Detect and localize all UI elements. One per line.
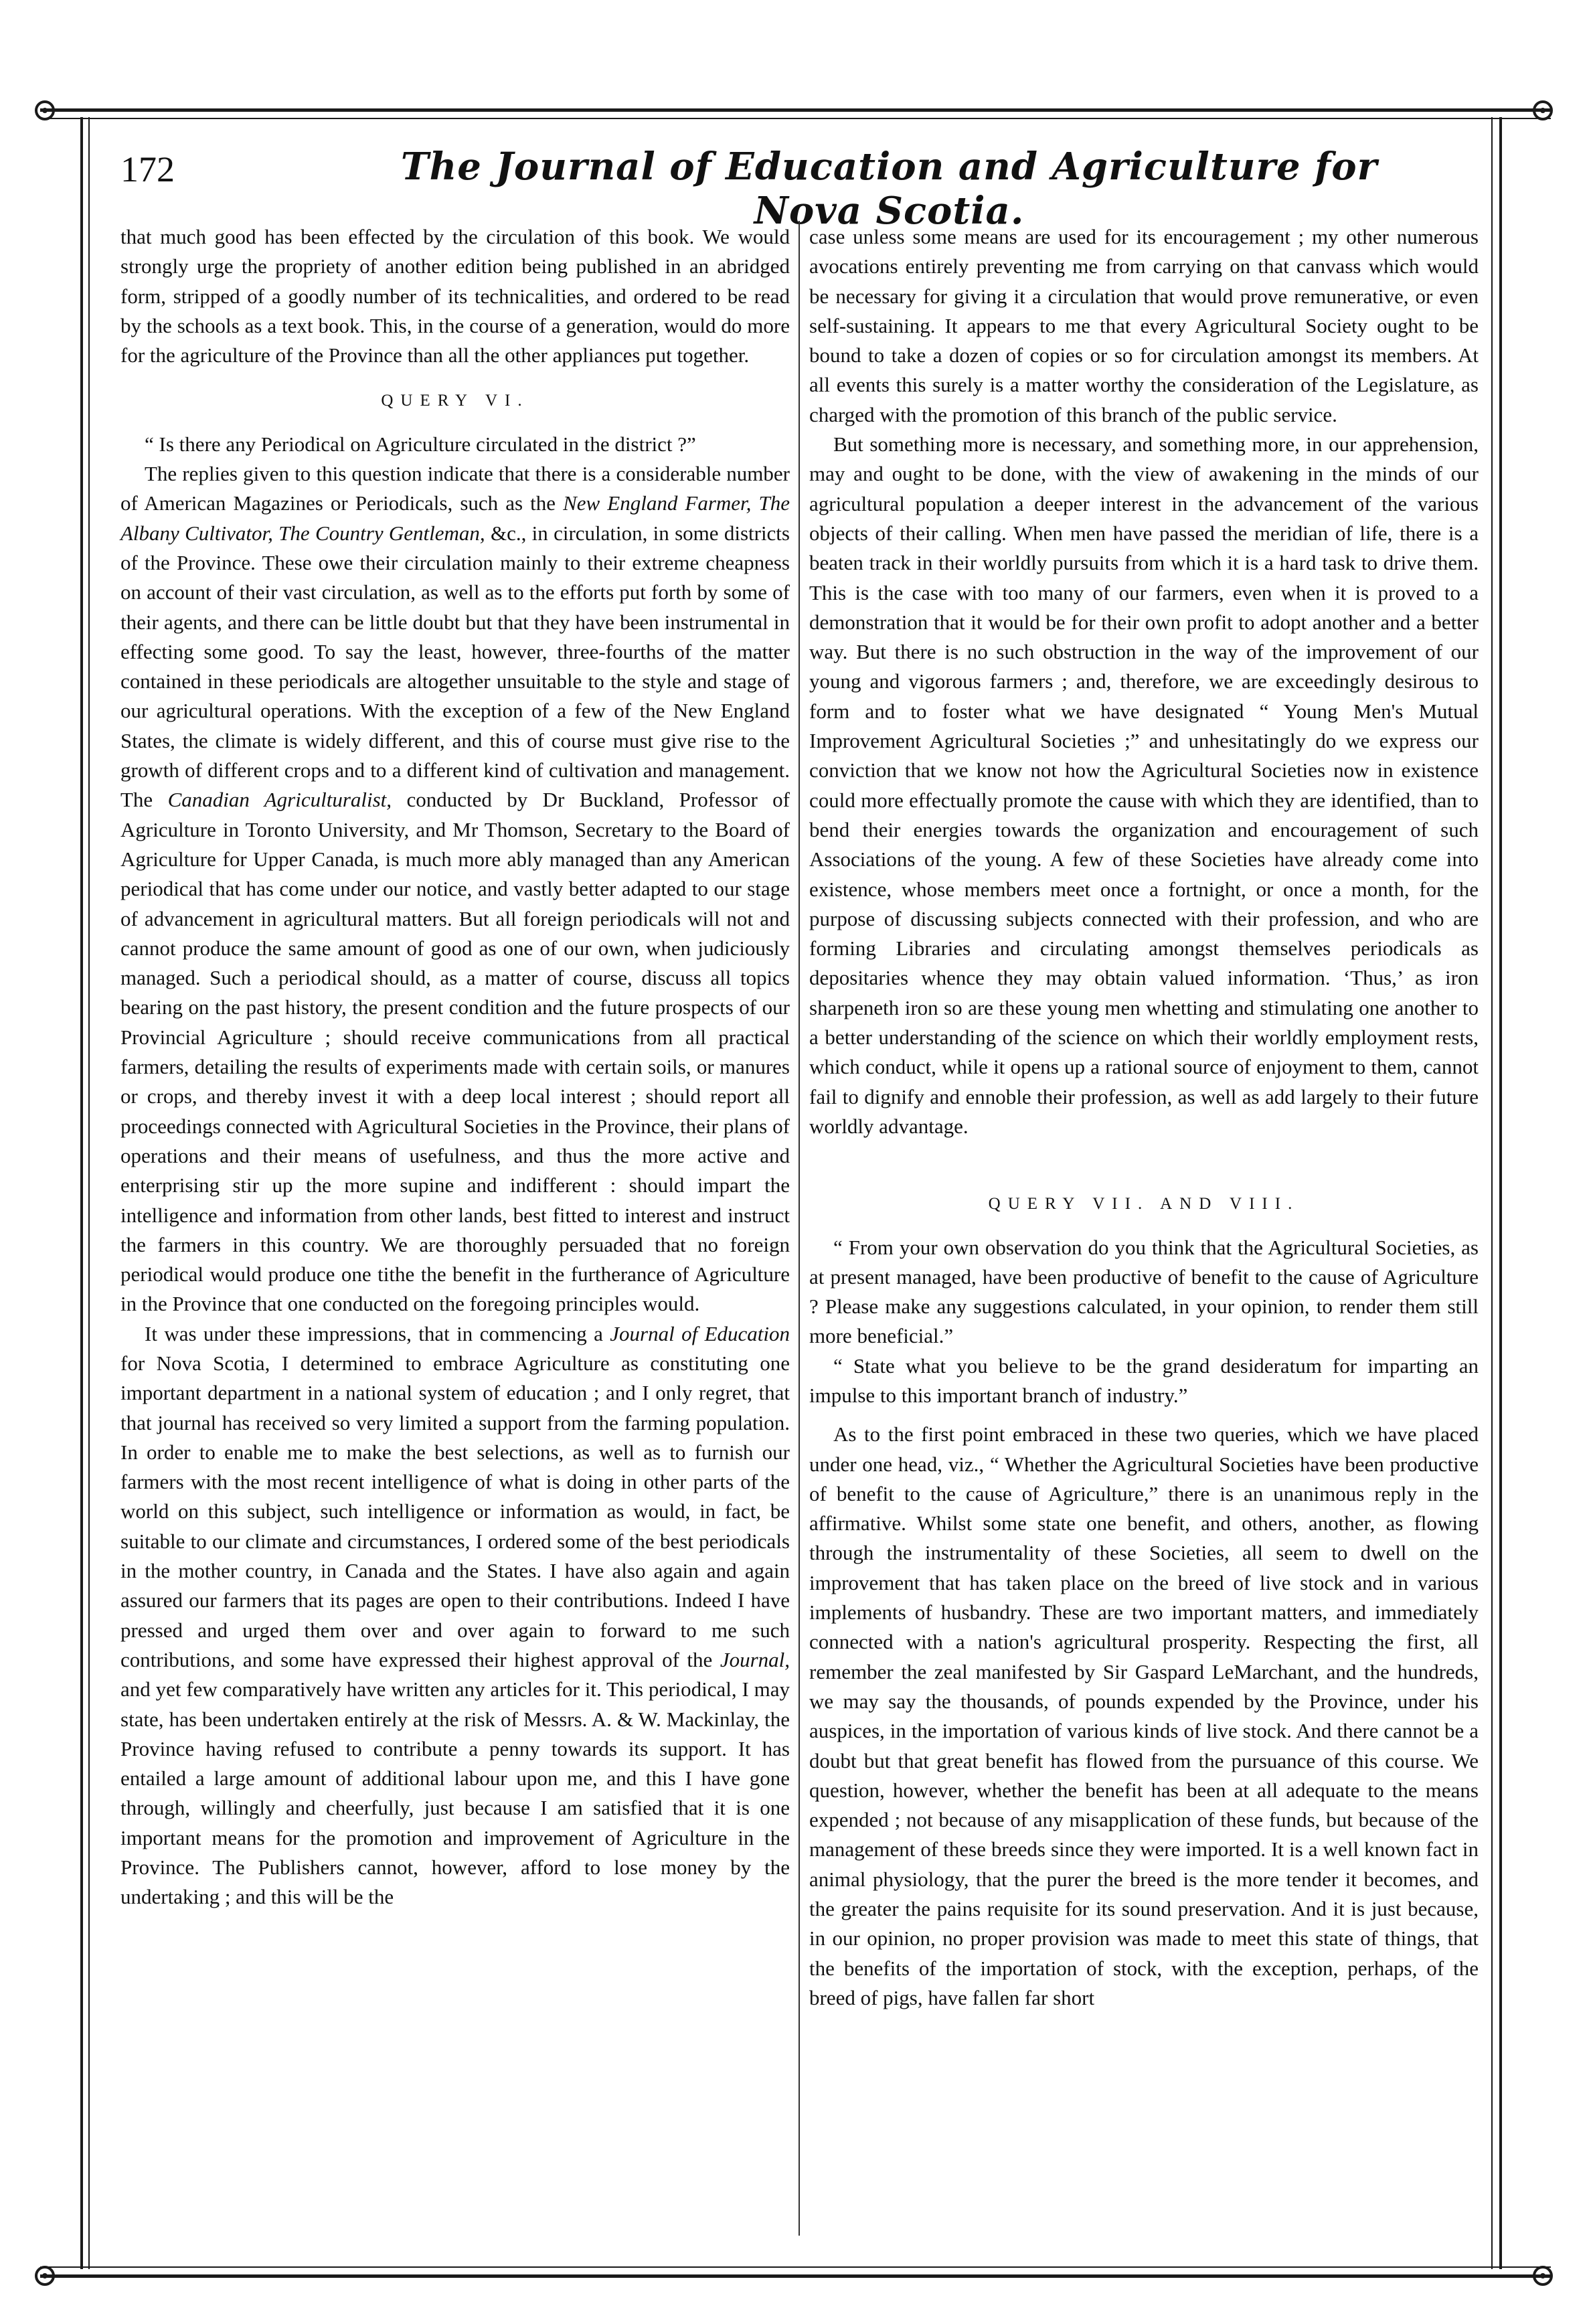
- column-divider: [799, 221, 800, 2236]
- left-rule-inner: [88, 117, 90, 2269]
- paragraph: As to the first point embraced in these two queries, which we have placed under one head, viz., “ Whether the Agricultural Societies have been productive of benefit to the cause of Agriculture,” there is an unanimous reply in the affirmative. Whilst some state one benefit, and others, another, as flowing through the instrumentality of these Societies, all seem to dwell on the improvement that has taken place on the breed of live stock and in various implements of husbandry. These are two important matters, and immediately connected with a nation's agricultural prosperity. Respecting the first, all remember the zeal manifested by Sir Gaspard LeMarchant, and the hundreds, we may say the thousands, of pounds expended by the Province, under his auspices, in the importation of various kinds of live stock. And there cannot be a doubt but that great benefit has flowed from the pursuance of this course. We question, however, whether the benefit has been at all adequate to the means expended ; not because of any misapplication of these funds, but because of the management of these breeds since they were imported. It is a well known fact in animal physiology, that the purer the breed is the more tender it becomes, and the greater the pains requisite for its sound preservation. And it is just because, in our opinion, no proper provision was made to meet this state of things, that the benefits of the importation of stock, with the exception, perhaps, of the breed of pigs, have fallen far short: [809, 1422, 1479, 2009]
- paragraph: that much good has been effected by the circulation of this book. We would strongly urge the propriety of another edition being published in an abridged form, stripped of a goodly number of its technicalities, and ordered to be read by the schools as a text book. This, in the course of a generation, would do more for the agriculture of the Province than all the other appliances put together.: [120, 225, 790, 367]
- corner-ornament-bottom-right: [1533, 2266, 1553, 2286]
- query-text: “ From your own observation do you think that the Agricultural Societies, as at present managed, have been productive of benefit to the cause of Agriculture ? Please make any suggestions calculated, in your opinion, to render them still more beneficial.”: [809, 1235, 1479, 1348]
- corner-ornament-top-left: [35, 100, 55, 120]
- left-column: [120, 222, 790, 2237]
- journal-title: Journal of Education: [610, 1321, 790, 1345]
- bottom-rule: [40, 2274, 1551, 2278]
- right-rule: [1499, 117, 1502, 2269]
- periodical-titles: New England Farmer, The Albany Cultivator, The Country Gentleman,: [120, 491, 790, 545]
- bottom-rule-inner: [40, 2266, 1551, 2268]
- query-text: “ State what you believe to be the grand desideratum for imparting an impulse to this important branch of industry.”: [809, 1353, 1479, 1407]
- right-rule-inner: [1491, 117, 1493, 2269]
- section-heading: QUERY VI.: [381, 392, 529, 410]
- spacer: [809, 1141, 1479, 1173]
- corner-ornament-bottom-left: [35, 2266, 55, 2286]
- paragraph: It was under these impressions, that in commencing a Journal of Education for Nova Scotia, I determined to embrace Agriculture as constituting one important department in a national system of education ; and I only regret, that that journal has received so very limited a support from the farming population. In order to enable me to make the best selections, as well as to furnish our farmers with the most recent intelligence of what is doing in other parts of the world on this subject, such intelligence or information as would, in fact, be suitable to our climate and circumstances, I ordered some of the best periodicals in the mother country, in Canada and the States. I have also again and again assured our farmers that its pages are open to their contributions. Indeed I have pressed and urged them over and over again to forward to me such contributions, and some have expressed their highest approval of the Journal, and yet few comparatively have written any articles for it. This periodical, I may state, has been undertaken entirely at the risk of Messrs. A. & W. Mackinlay, the Province having refused to contribute a penny towards its support. It has entailed a large amount of additional labour upon me, and this I have gone through, willingly and cheerfully, just because I am satisfied that it is one important means for the promotion and improvement of Agriculture in the Province. The Publishers cannot, however, afford to lose money by the undertaking ; and this will be the: [120, 1321, 790, 1909]
- top-rule: [40, 108, 1551, 112]
- left-rule: [80, 117, 83, 2269]
- running-title: The Journal of Education and Agriculture for Nova Scotia.: [400, 145, 1378, 233]
- corner-ornament-top-right: [1533, 100, 1553, 120]
- page-number: 172: [120, 149, 175, 189]
- section-heading: QUERY VII. AND VIII.: [988, 1195, 1300, 1214]
- paragraph: The replies given to this question indicate that there is a considerable number of American Magazines or Periodicals, such as the New England Farmer, The Albany Cultivator, The Country Gentleman, &c., in circulation, in some districts of the Province. These owe their circulation mainly to their extreme cheapness on account of their vast circulation, as well as to the efforts put forth by some of their agents, and there can be little doubt but that they have been instrumental in effecting some good. To say the least, however, three-fourths of the matter contained in these periodicals are altogether unsuitable to the style and stage of our agricultural operations. With the exception of a few of the New England States, the climate is widely different, and this of course must give rise to the growth of different crops and to a different kind of cultivation and management. The Canadian Agriculturalist, conducted by Dr Buckland, Professor of Agriculture in Toronto University, and Mr Thomson, Secretary to the Board of Agriculture for Upper Canada, is much more ably managed than any American periodical that has come under our notice, and vastly better adapted to our stage of advancement in agricultural matters. But all foreign periodicals will not and cannot produce the same amount of good as one of our own, when judiciously managed. Such a periodical should, as a matter of course, discuss all topics bearing on the past history, the present condition and the future prospects of our Provincial Agriculture ; should receive communications from all practical farmers, detailing the results of experiments made with certain soils, or manures or crops, and thereby invest it with a deep local interest ; should report all proceedings connected with Agricultural Societies in the Province, their plans of operations and their means of usefulness, and thus the more active and enterprising stir up the more supine and indifferent : should impart the intelligence and information from other lands, best fitted to interest and instruct the farmers in this country. We are thoroughly persuaded that no foreign periodical would produce one tithe the benefit in the furtherance of Agriculture in the Province that one conducted on the foregoing principles would.: [120, 462, 790, 1316]
- paragraph: case unless some means are used for its encouragement ; my other numerous avocations entirely preventing me from carrying on that canvass which would be necessary for giving it a circulation that would prove remunerative, or even self-sustaining. It appears to me that every Agricultural Society ought to be bound to take a dozen of copies or so for circulation amongst its members. At all events this surely is a matter worthy the consideration of the Legislature, as charged with the promotion of this branch of the public service.: [809, 225, 1479, 426]
- query-text: “ Is there any Periodical on Agriculture circulated in the district ?”: [145, 432, 696, 456]
- right-column: [809, 222, 1479, 2237]
- top-rule-inner: [40, 118, 1551, 119]
- periodical-title: Canadian Agriculturalist,: [167, 788, 392, 812]
- journal-title: Journal,: [720, 1647, 790, 1671]
- paragraph: But something more is necessary, and something more, in our apprehension, may and ought to be done, with the view of awakening in the minds of our agricultural population a deeper interest in the advancement of the various objects of their calling. When men have passed the meridian of life, there is a beaten track in their worldly pursuits from which it is a hard task to drive them. This is the case with too many of our farmers, even when it is proved to a demonstration that it would be for their own profit to adopt another and a better way. But there is no such obstruction in the way of the improvement of our young and vigorous farmers ; and, therefore, we are exceedingly desirous to form and to foster what we have designated “ Young Men's Mutual Improvement Agricultural Societies ;” and unhesitatingly do we express our conviction that we know not how the Agricultural Societies now in existence could more effectually promote the cause with which they are identified, than to bend their energies towards the organization and encouragement of such Associations of the young. A few of these Societies have already come into existence, whose members meet once a fortnight, or once a month, for the purpose of discussing subjects connected with their profession, and who are forming Libraries and circulating amongst themselves periodicals as depositaries whence they may obtain valued information. ‘Thus,’ as iron sharpeneth iron so are these young men whetting and stimulating one another to a better understanding of the science on which their worldly employment rests, which conduct, while it opens up a rational source of enjoyment to them, cannot fail to dignify and ennoble their profession, as well as add largely to their future worldly advantage.: [809, 432, 1479, 1138]
- page-header: [120, 141, 1471, 233]
